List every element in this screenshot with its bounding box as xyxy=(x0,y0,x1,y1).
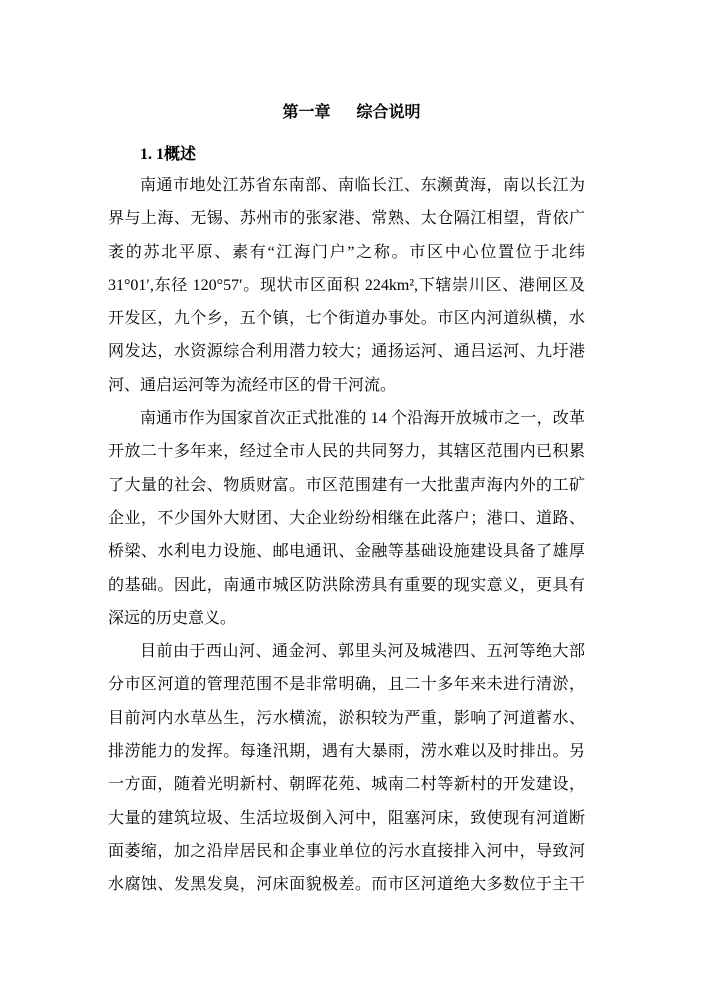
paragraph-line: 河、通启运河等为流经市区的骨干河流。 xyxy=(108,376,397,394)
paragraph-line: 南通市地处江苏省东南部、南临长江、东濒黄海，南以长江为 xyxy=(140,177,585,194)
paragraph-line: 南通市作为国家首次正式批准的 14 个沿海开放城市之一，改革 xyxy=(140,410,585,428)
paragraph-line: 开发区，九个乡，五个镇，七个街道办事处。市区内河道纵横，水 xyxy=(108,310,585,328)
paragraph-line: 31°01′,东径 120°57′。现状市区面积 224km²,下辖崇川区、港闸区及 xyxy=(108,276,585,294)
paragraph-line: 大量的建筑垃圾、生活垃圾倒入河中，阻塞河床，致使现有河道断 xyxy=(108,809,585,827)
paragraph-line: 水腐蚀、发黑发臭，河床面貌极差。而市区河道绝大多数位于主干 xyxy=(108,876,585,894)
paragraph-line: 了大量的社会、物质财富。市区范围建有一大批蜚声海内外的工矿 xyxy=(108,476,585,494)
paragraph-line: 的基础。因此，南通市城区防洪除涝具有重要的现实意义，更具有 xyxy=(108,576,585,594)
paragraph-line: 桥梁、水利电力设施、邮电通讯、金融等基础设施建设具备了雄厚 xyxy=(108,543,585,561)
section-heading: 1. 1概述 xyxy=(140,146,197,163)
paragraph-line: 企业，不少国外大财团、大企业纷纷相继在此落户；港口、道路、 xyxy=(108,509,585,527)
chapter-number: 第一章 xyxy=(282,104,331,121)
chapter-name: 综合说明 xyxy=(356,104,421,121)
paragraph-significance xyxy=(108,402,585,635)
paragraph-line: 界与上海、无锡、苏州市的张家港、常熟、太仓隔江相望，背依广 xyxy=(108,210,585,228)
paragraph-line: 目前河内水草丛生，污水横流，淤积较为严重，影响了河道蓄水、 xyxy=(108,709,585,727)
paragraph-line: 排涝能力的发挥。每逢汛期，遇有大暴雨，涝水难以及时排出。另 xyxy=(108,743,585,761)
paragraph-line: 一方面，随着光明新村、朝晖花苑、城南二村等新村的开发建设， xyxy=(108,776,585,794)
paragraph-line: 面萎缩，加之沿岸居民和企事业单位的污水直接排入河中，导致河 xyxy=(108,842,585,860)
paragraph-line: 网发达，水资源综合利用潜力较大；通扬运河、通吕运河、九圩港 xyxy=(108,343,585,361)
chapter-title xyxy=(0,97,703,129)
paragraph-line: 袤的苏北平原、素有“江海门户”之称。市区中心位置位于北纬 xyxy=(108,243,585,261)
paragraph-line: 深远的历史意义。 xyxy=(108,609,237,627)
paragraph-line: 开放二十多年来，经过全市人民的共同努力，其辖区范围内已积累 xyxy=(108,443,585,461)
paragraph-line: 目前由于西山河、通金河、郭里头河及城港四、五河等绝大部 xyxy=(140,643,585,661)
paragraph-line: 分市区河道的管理范围不是非常明确，且二十多年来未进行清淤， xyxy=(108,676,585,694)
paragraph-location xyxy=(108,169,585,402)
paragraph-current-problems xyxy=(108,635,585,901)
document-body xyxy=(108,169,585,902)
